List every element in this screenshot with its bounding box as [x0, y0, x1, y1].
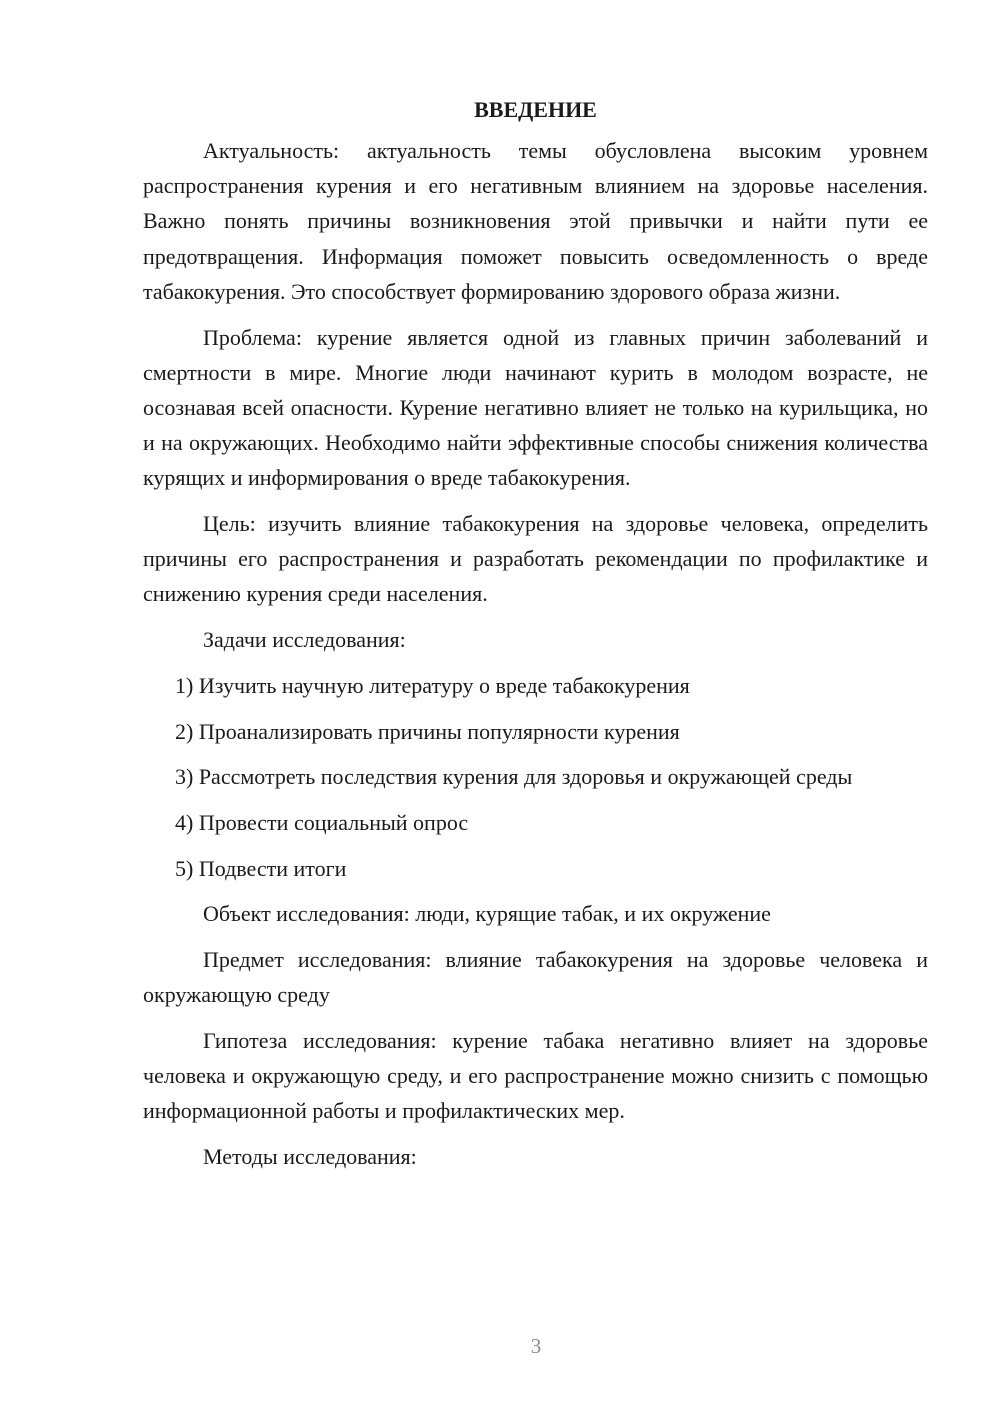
goal-paragraph: Цель: изучить влияние табакокурения на здоровье человека, определить причины его распространения и разработать рекомендации по профилактике и снижению курения среди населения.: [143, 511, 928, 607]
task-item: 1) Изучить научную литературу о вреде табакокурения: [175, 672, 690, 698]
page-number: 3: [530, 1334, 542, 1358]
hypothesis-paragraph: Гипотеза исследования: курение табака негативно влияет на здоровье человека и окружающую среду, и его распространение можно снизить с помощью информационной работы и профилактических мер.: [143, 1027, 928, 1124]
problem-paragraph: Проблема: курение является одной из главных причин заболеваний и смертности в мире. Многие люди начинают курить в молодом возрасте, не осознавая всей опасности. Курение негативно влияет не только на курильщика, но и на окружающих. Необходимо найти эффективные способы снижения количества курящих и информирования о вреде табакокурения.: [143, 324, 928, 491]
task-item: 4) Провести социальный опрос: [175, 809, 469, 835]
section-title: ВВЕДЕНИЕ: [474, 97, 597, 122]
relevance-paragraph: Актуальность: актуальность темы обусловлена высоким уровнем распространения курения и его негативным влиянием на здоровье населения. Важно понять причины возникновения этой привычки и найти пути ее предотвращения. Информация поможет повысить осведомленность о вреде табакокурения. Это способствует формированию здорового образа жизни.: [143, 138, 928, 304]
tasks-heading: Задачи исследования:: [203, 627, 406, 653]
methods-heading: Методы исследования:: [203, 1144, 417, 1170]
research-object-paragraph: Объект исследования: люди, курящие табак, и их окружение: [203, 901, 771, 927]
task-item: 2) Проанализировать причины популярности курения: [175, 718, 680, 744]
research-subject-paragraph: Предмет исследования: влияние табакокурения на здоровье человека и окружающую среду: [143, 947, 928, 1008]
document-page: [143, 92, 928, 1185]
task-item: 5) Подвести итоги: [175, 855, 347, 881]
task-item: 3) Рассмотреть последствия курения для здоровья и окружающей среды: [175, 764, 853, 790]
